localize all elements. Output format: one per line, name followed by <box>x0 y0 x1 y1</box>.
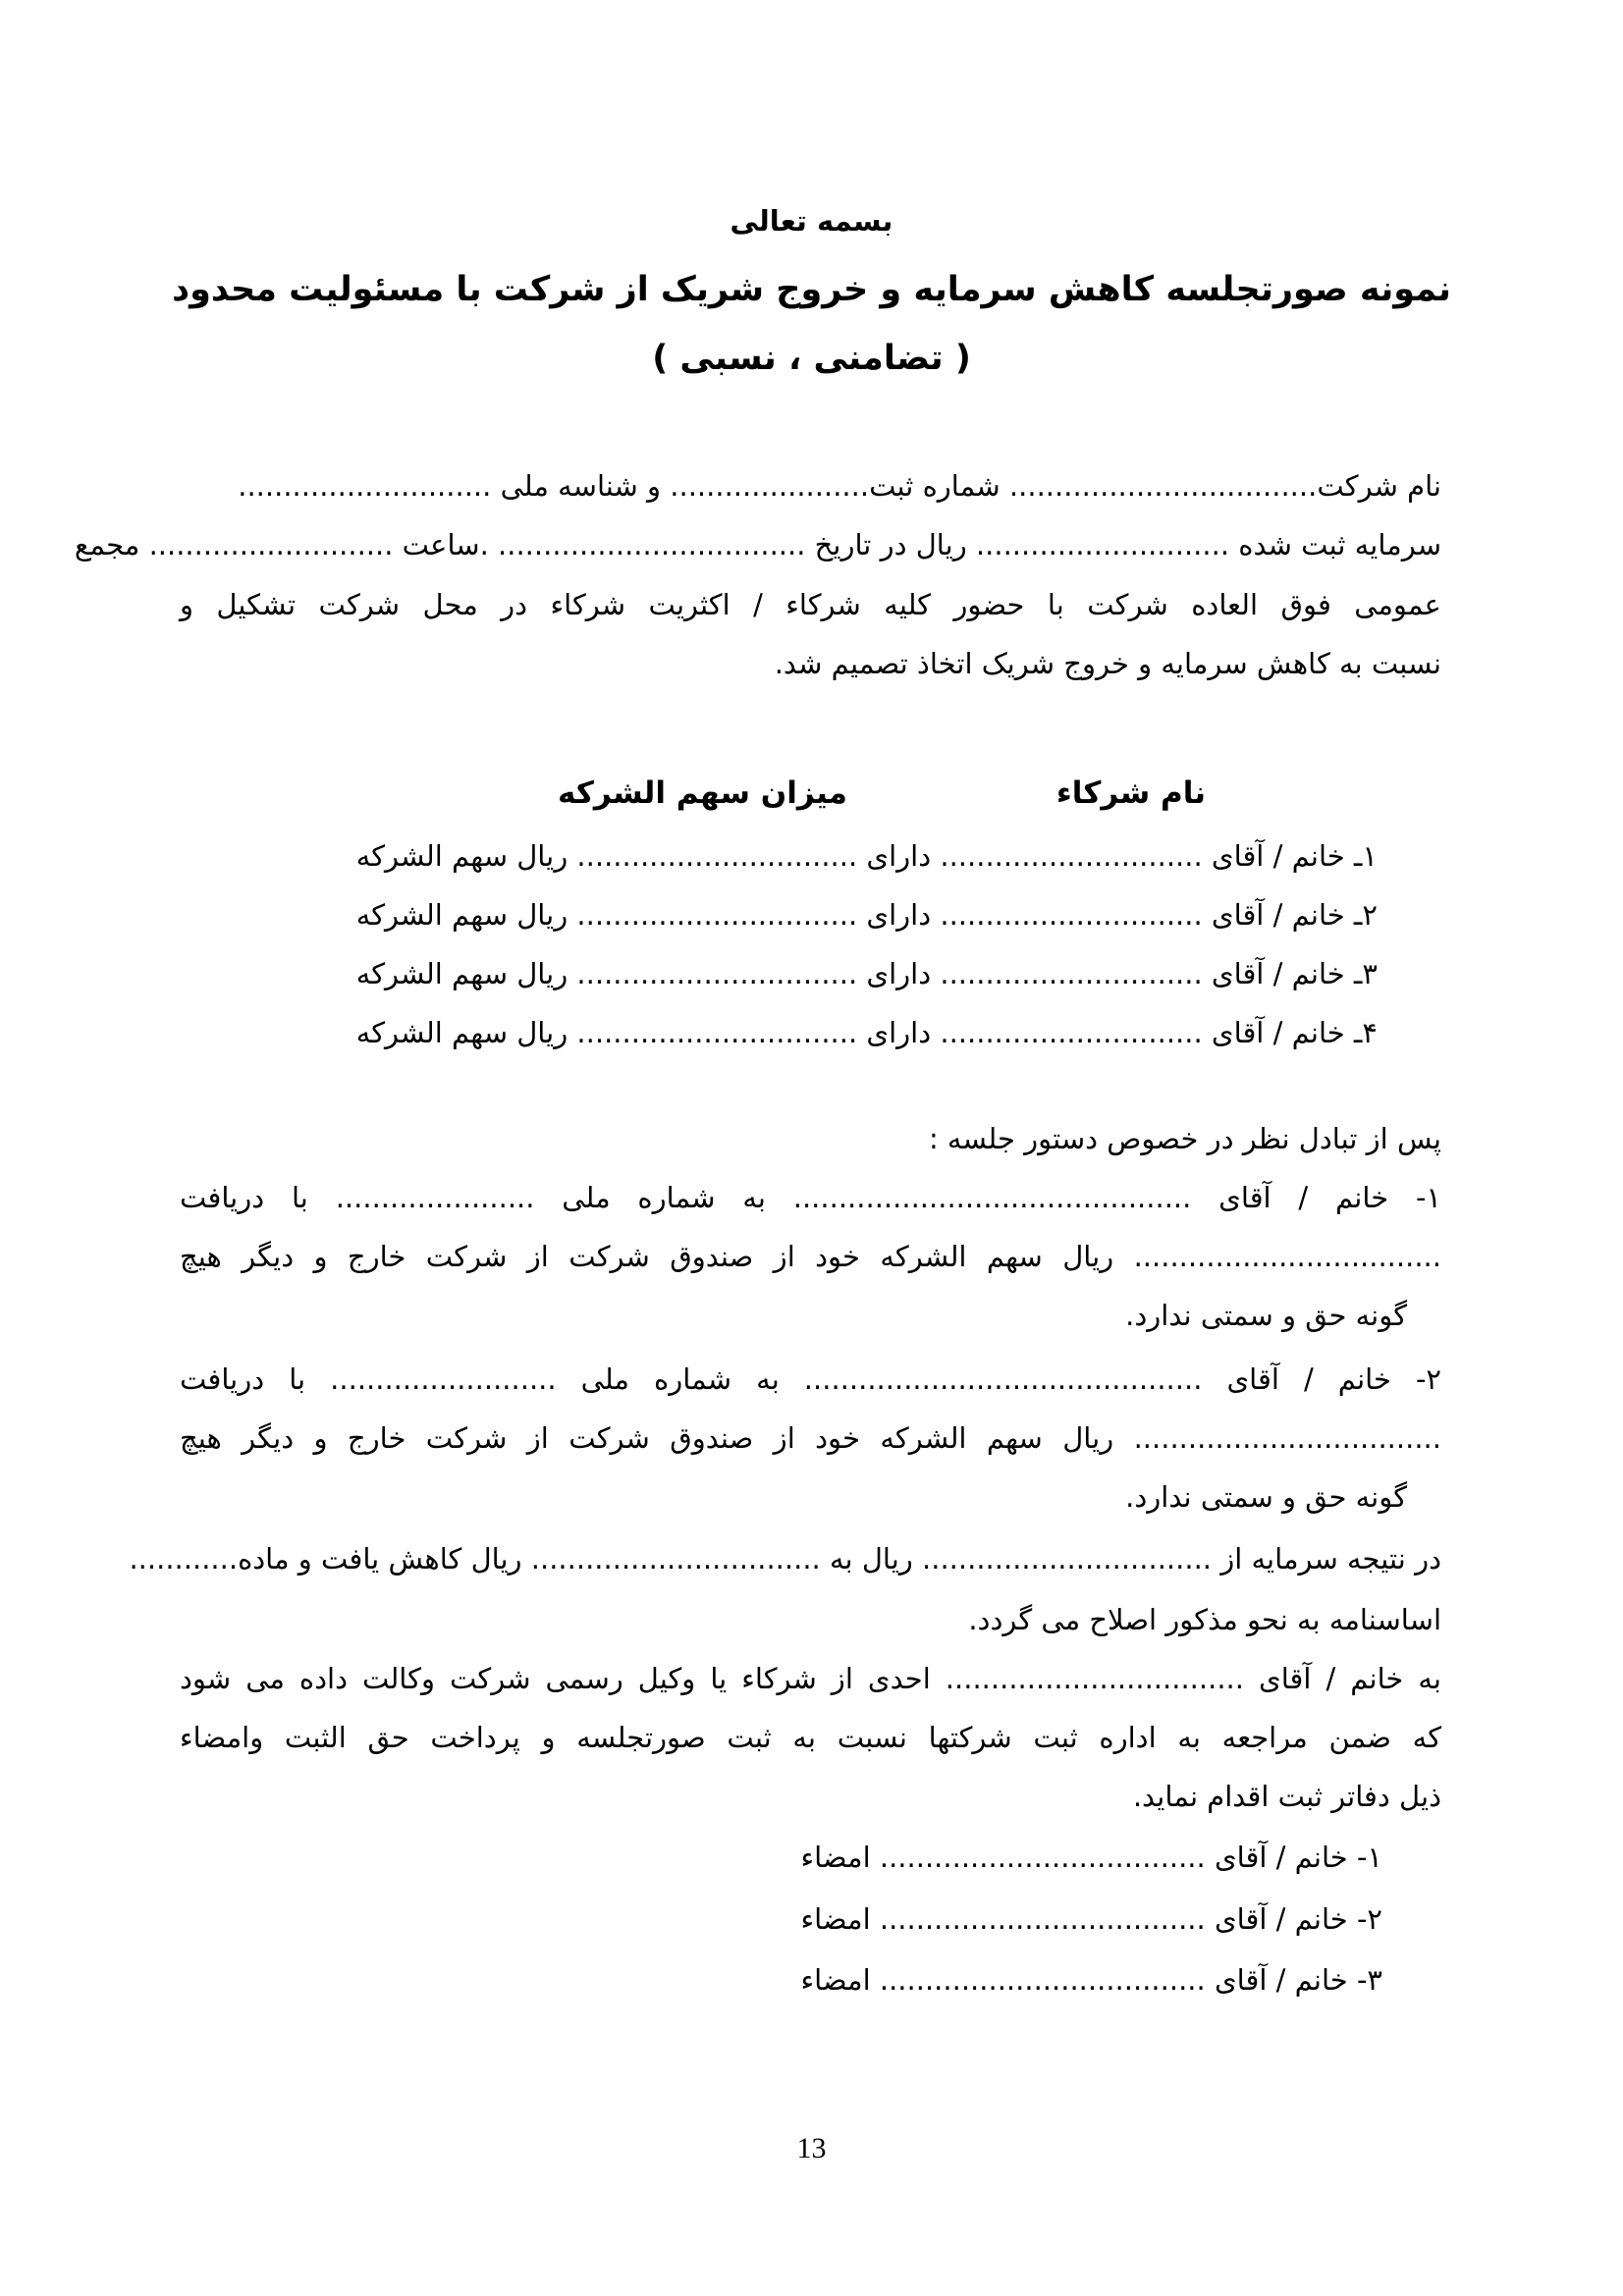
document-subtitle: ( تضامنی ، نسبی ) <box>652 339 971 378</box>
partner-row: ۱ـ خانم / آقای ............................. دارای ............................... ریال سهم الشرکه <box>355 839 1378 873</box>
resolution-2-line-3: گونه حق و سمتی ندارد. <box>1125 1480 1407 1514</box>
page-number: 13 <box>796 2132 827 2164</box>
intro-line-company: نام شرکت.................................. شماره ثبت...................... و شناسه ملی ............................ <box>238 469 1441 503</box>
intro-line-capital: سرمایه ثبت شده ............................ ریال در تاریخ .................................. .ساعت ........................... مجمع <box>74 528 1441 561</box>
document-title: نمونه صورتجلسه کاهش سرمایه و خروج شریک از شرکت با مسئولیت محدود <box>172 270 1451 309</box>
resolution-2-line-1: ۲- خانم / آقای ............................................ به شماره ملی ......................... با دریافت <box>180 1362 1441 1396</box>
partner-row: ۲ـ خانم / آقای ............................. دارای ............................... ریال سهم الشرکه <box>355 898 1378 932</box>
signature-line: ۲- خانم / آقای .................................... امضاء <box>800 1902 1382 1936</box>
proxy-line-3: ذیل دفاتر ثبت اقدام نماید. <box>1132 1780 1441 1813</box>
basmala-heading: بسمه تعالی <box>730 204 893 238</box>
proxy-line-1: به خانم / آقای ................................. احدی از شرکاء یا وکیل رسمی شرکت وکالت داده می شود <box>180 1662 1441 1695</box>
proxy-line-2: که ضمن مراجعه به اداره ثبت شرکتها نسبت به ثبت صورتجلسه و پرداخت حق الثبت وامضاء <box>180 1721 1441 1754</box>
signature-line: ۳- خانم / آقای .................................... امضاء <box>800 1963 1382 1997</box>
result-line-1: در نتیجه سرمایه از ................................ ریال به ................................ ریال کاهش یافت و ماده............ <box>129 1542 1441 1575</box>
resolution-1-line-3: گونه حق و سمتی ندارد. <box>1125 1299 1407 1332</box>
resolutions-intro: پس از تبادل نظر در خصوص دستور جلسه : <box>928 1122 1441 1155</box>
partners-name-header: نام شرکاء <box>1055 775 1206 811</box>
partners-share-header: میزان سهم الشرکه <box>558 775 847 811</box>
resolution-2-line-2: .................................. ریال سهم الشرکه خود از صندوق شرکت از شرکت خارج و دیگر هیچ <box>180 1421 1441 1455</box>
intro-line-decision: نسبت به کاهش سرمایه و خروج شریک اتخاذ تصمیم شد. <box>774 647 1441 680</box>
partner-row: ۳ـ خانم / آقای ............................. دارای ............................... ریال سهم الشرکه <box>355 957 1378 990</box>
resolution-1-line-1: ۱- خانم / آقای ............................................ به شماره ملی ...................... با دریافت <box>180 1181 1441 1214</box>
signature-line: ۱- خانم / آقای .................................... امضاء <box>800 1841 1382 1874</box>
resolution-1-line-2: .................................. ریال سهم الشرکه خود از صندوق شرکت از شرکت خارج و دیگر هیچ <box>180 1240 1441 1273</box>
result-line-2: اساسنامه به نحو مذکور اصلاح می گردد. <box>968 1603 1441 1636</box>
partner-row: ۴ـ خانم / آقای ............................. دارای ............................... ریال سهم الشرکه <box>355 1016 1378 1049</box>
intro-line-assembly: عمومی فوق العاده شرکت با حضور کلیه شرکاء / اکثریت شرکاء در محل شرکت تشکیل و <box>180 588 1441 621</box>
